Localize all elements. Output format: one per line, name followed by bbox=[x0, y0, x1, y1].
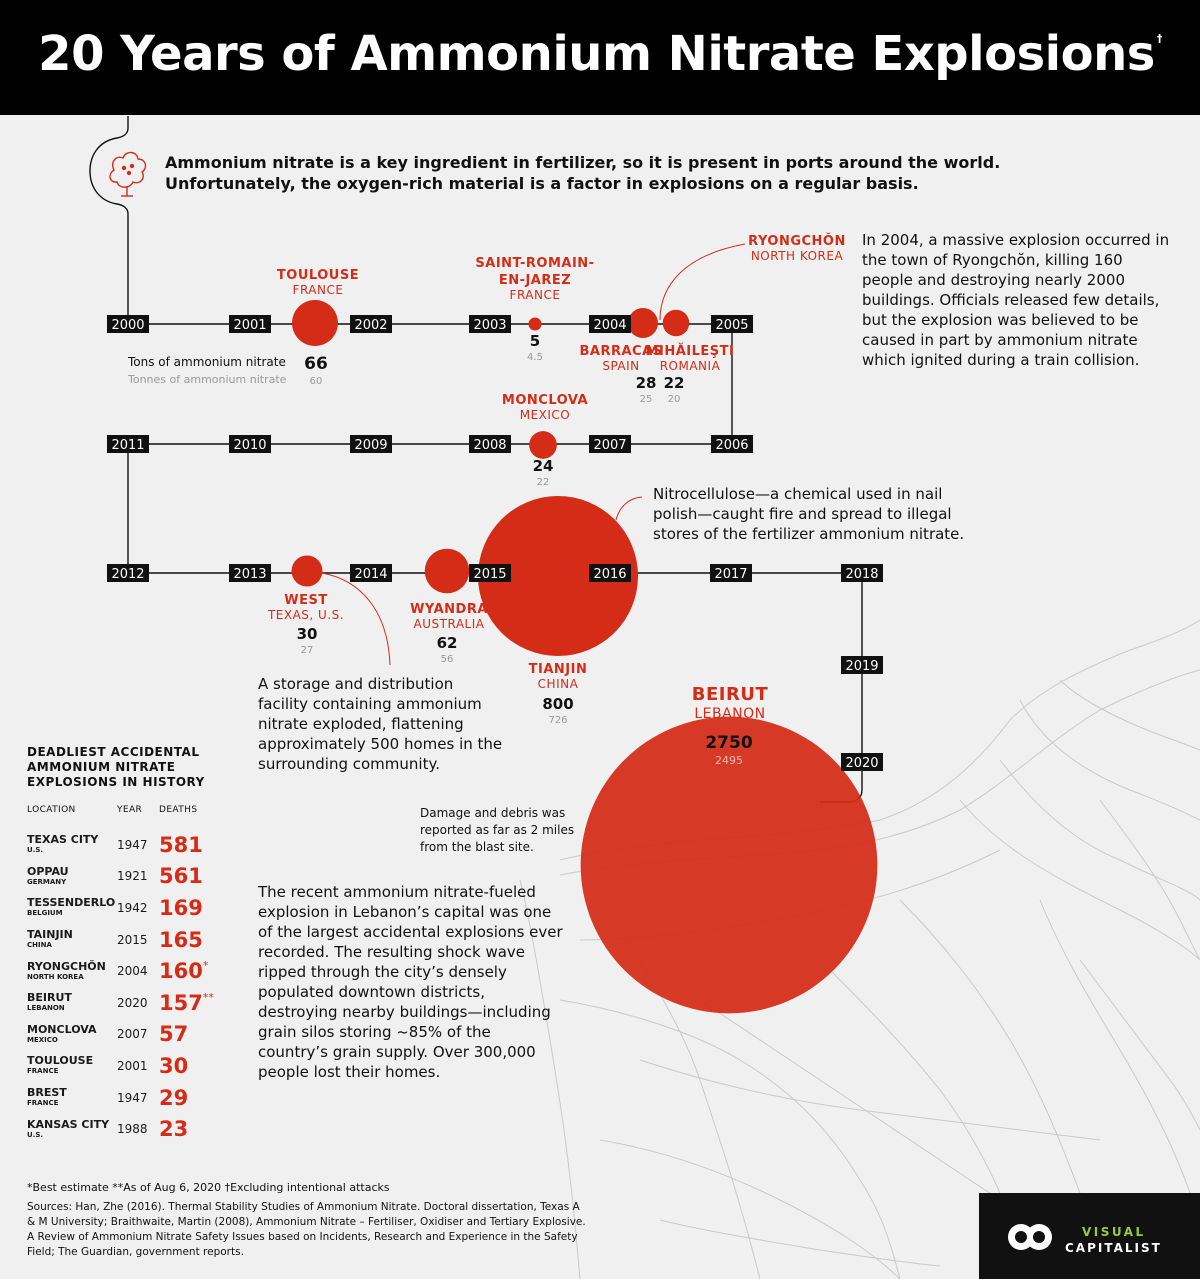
row-deaths: 57 bbox=[159, 1022, 189, 1047]
city-label-barracas: BARRACAS bbox=[579, 344, 663, 359]
country-label-west: TEXAS, U.S. bbox=[267, 608, 345, 622]
row-location: MONCLOVA bbox=[27, 1022, 97, 1036]
brand-logo-icon bbox=[1001, 1207, 1061, 1267]
table-row bbox=[27, 924, 227, 956]
bubble-mih-ile-ti bbox=[663, 310, 690, 337]
country-label-beirut: LEBANON bbox=[694, 706, 766, 722]
row-country: GERMANY bbox=[27, 877, 67, 886]
year-label-2010: 2010 bbox=[233, 438, 267, 453]
row-country: U.S. bbox=[27, 846, 44, 855]
row-footnote-mark: * bbox=[202, 959, 209, 973]
country-label-wyandra: AUSTRALIA bbox=[413, 617, 485, 631]
tonnes-value-beirut: 2495 bbox=[715, 754, 743, 767]
city-label-toulouse: TOULOUSE bbox=[276, 268, 360, 283]
table-cell-location bbox=[27, 892, 117, 924]
row-country: FRANCE bbox=[27, 1099, 59, 1108]
row-location: OPPAU bbox=[27, 864, 69, 878]
city-label-monclova: MONCLOVA bbox=[501, 393, 589, 408]
country-label-barracas: SPAIN bbox=[602, 359, 640, 373]
row-location: BREST bbox=[27, 1086, 67, 1100]
row-deaths: 169 bbox=[159, 895, 203, 920]
country-label-tianjin: CHINA bbox=[537, 677, 579, 691]
year-label-2004: 2004 bbox=[593, 318, 627, 333]
tonnes-legend-label: Tonnes of ammonium nitrate bbox=[128, 373, 287, 386]
row-year: 1988 bbox=[117, 1122, 148, 1137]
row-deaths: 30 bbox=[159, 1053, 189, 1078]
table-cell-deaths bbox=[159, 1019, 227, 1051]
table-cell-deaths bbox=[159, 1082, 227, 1114]
city-label-saint-romain-en-jarez: EN-JAREZ bbox=[498, 273, 572, 288]
table-cell-location bbox=[27, 1050, 117, 1082]
table-row bbox=[27, 1113, 227, 1145]
bubble-monclova bbox=[529, 431, 557, 459]
row-year: 2020 bbox=[117, 995, 148, 1010]
year-label-2015: 2015 bbox=[473, 567, 507, 582]
year-label-2005: 2005 bbox=[715, 318, 749, 333]
row-deaths: 29 bbox=[159, 1085, 189, 1110]
row-country: CHINA bbox=[27, 941, 52, 950]
year-label-2008: 2008 bbox=[473, 438, 507, 453]
deadliest-table-title: DEADLIEST ACCIDENTAL AMMONIUM NITRATE EXPLOSIONS IN HISTORY bbox=[27, 745, 205, 789]
beirut-note: The recent ammonium nitrate-fueled explosion in Lebanon’s capital was one of the largest accidental explosions ever recorded. The resulting shock wave ripped through the city’s densely populated downtown districts, destroying nearby buildings—including grain silos storing ~85% of the country’s grain supply. Over 300,000 people lost their homes. bbox=[258, 883, 563, 1081]
row-country: BELGIUM bbox=[27, 909, 63, 918]
year-label-2014: 2014 bbox=[354, 567, 388, 582]
row-deaths: 561 bbox=[159, 864, 203, 889]
row-location: TESSENDERLO bbox=[27, 896, 116, 910]
intro-line-1: Ammonium nitrate is a key ingredient in fertilizer, so it is present in ports around the world. bbox=[165, 153, 1001, 172]
brand-line-visual: VISUAL bbox=[1082, 1225, 1146, 1239]
table-cell-deaths bbox=[159, 1113, 227, 1145]
country-label-toulouse: FRANCE bbox=[292, 283, 344, 297]
bubble-saint-romain-en-jarez bbox=[529, 318, 542, 331]
table-cell-deaths bbox=[159, 861, 227, 893]
explosion-icon bbox=[110, 152, 145, 196]
row-country: FRANCE bbox=[27, 1067, 59, 1076]
tonnes-value-west: 27 bbox=[300, 645, 314, 656]
tonnes-value-saint-romain-en-jarez: 4.5 bbox=[527, 352, 543, 363]
row-deaths: 23 bbox=[159, 1117, 189, 1142]
tianjin-note: Nitrocellulose—a chemical used in nail polish—caught fire and spread to illegal stores of the fertilizer ammonium nitrate. bbox=[653, 485, 965, 543]
column-header-location: LOCATION bbox=[27, 805, 76, 815]
city-label-tianjin: TIANJIN bbox=[528, 662, 588, 677]
table-cell-deaths bbox=[159, 1050, 227, 1082]
ryongchon-note: In 2004, a massive explosion occurred in the town of Ryongchŏn, killing 160 people and destroying nearly 2000 buildings. Officials released few details, but the explosion was believed to be caused in part by ammonium nitrate which ignited during a train collision. bbox=[862, 231, 1170, 369]
table-row bbox=[27, 861, 227, 893]
table-row bbox=[27, 1050, 227, 1082]
bubble-wyandra bbox=[425, 549, 470, 594]
table-row bbox=[27, 955, 227, 987]
table-cell-location bbox=[27, 955, 117, 987]
tonnes-value-barracas: 25 bbox=[639, 394, 653, 405]
table-cell-location bbox=[27, 861, 117, 893]
row-year: 2015 bbox=[117, 932, 148, 947]
country-label-saint-romain-en-jarez: FRANCE bbox=[509, 288, 561, 302]
tianjin-leader bbox=[616, 497, 642, 520]
table-row bbox=[27, 829, 227, 861]
table-row bbox=[27, 987, 227, 1019]
bubble-west bbox=[292, 556, 323, 587]
tonnes-value-monclova: 22 bbox=[536, 477, 550, 488]
city-label-ryongch-n: RYONGCHŎN bbox=[748, 234, 846, 249]
row-location: KANSAS CITY bbox=[27, 1117, 110, 1131]
deadliest-table bbox=[27, 805, 227, 1145]
row-year: 1947 bbox=[117, 837, 148, 852]
footnote: *Best estimate **As of Aug 6, 2020 †Excluding intentional attacks bbox=[27, 1181, 390, 1194]
row-country: MEXICO bbox=[27, 1035, 58, 1044]
tons-value-beirut: 2750 bbox=[705, 733, 753, 753]
column-header-deaths: DEATHS bbox=[159, 805, 198, 815]
tons-value-mih-ile-ti: 22 bbox=[663, 374, 685, 392]
country-label-monclova: MEXICO bbox=[519, 408, 571, 422]
year-label-2001: 2001 bbox=[233, 318, 267, 333]
beirut-damage-note: Damage and debris was reported as far as 2 miles from the blast site. bbox=[420, 806, 575, 854]
row-location: BEIRUT bbox=[27, 991, 72, 1005]
tonnes-value-mih-ile-ti: 20 bbox=[667, 394, 681, 405]
bubble-toulouse bbox=[292, 300, 338, 346]
bubble-barracas bbox=[628, 308, 658, 338]
city-label-saint-romain-en-jarez: SAINT-ROMAIN- bbox=[475, 256, 595, 271]
year-label-2003: 2003 bbox=[473, 318, 507, 333]
intro-line-2: Unfortunately, the oxygen-rich material is a factor in explosions on a regular basis. bbox=[165, 174, 919, 193]
table-cell-location bbox=[27, 924, 117, 956]
year-label-2018: 2018 bbox=[845, 567, 879, 582]
row-year: 2007 bbox=[117, 1027, 148, 1042]
table-cell-deaths bbox=[159, 987, 227, 1019]
tons-value-tianjin: 800 bbox=[542, 695, 574, 713]
intro-text bbox=[165, 152, 1065, 194]
year-label-2012: 2012 bbox=[111, 567, 145, 582]
west-note: A storage and distribution facility containing ammonium nitrate exploded, flattening approximately 500 homes in the surrounding community. bbox=[258, 675, 503, 773]
year-label-2011: 2011 bbox=[111, 438, 145, 453]
year-label-2013: 2013 bbox=[233, 567, 267, 582]
year-label-2009: 2009 bbox=[354, 438, 388, 453]
year-label-2006: 2006 bbox=[715, 438, 749, 453]
tons-value-saint-romain-en-jarez: 5 bbox=[529, 332, 541, 350]
row-year: 2001 bbox=[117, 1058, 148, 1073]
table-cell-location bbox=[27, 829, 117, 861]
table-row bbox=[27, 1082, 227, 1114]
tons-value-monclova: 24 bbox=[532, 457, 554, 475]
column-header-year: YEAR bbox=[117, 805, 143, 815]
sources-text: Sources: Han, Zhe (2016). Thermal Stability Studies of Ammonium Nitrate. Doctoral dissertation, Texas A & M University; Braithwaite, Martin (2008), Ammonium Nitrate – Fertiliser, Oxidiser and Tertiary Explosive. A Review of Ammonium Nitrate Safety Issues based on Incidents, Research and Experience in the Safety Field; The Guardian, government reports. bbox=[27, 1201, 586, 1258]
table-cell-location bbox=[27, 1082, 117, 1114]
tonnes-value-toulouse: 60 bbox=[309, 376, 323, 387]
title-footnote-mark: † bbox=[1156, 32, 1162, 45]
tonnes-value-wyandra: 56 bbox=[440, 654, 454, 665]
row-deaths: 160 bbox=[159, 959, 203, 984]
table-row bbox=[27, 892, 227, 924]
row-country: NORTH KOREA bbox=[27, 972, 84, 981]
page-title: 20 Years of Ammonium Nitrate Explosions † bbox=[38, 26, 1162, 82]
table-cell-deaths bbox=[159, 955, 227, 987]
row-deaths: 157 bbox=[159, 990, 203, 1015]
table-cell-deaths bbox=[159, 892, 227, 924]
city-label-mih-ile-ti: MIHĂILEŞTI bbox=[645, 344, 735, 359]
tons-legend-label: Tons of ammonium nitrate bbox=[128, 355, 286, 369]
tonnes-value-tianjin: 726 bbox=[548, 715, 568, 726]
city-label-west: WEST bbox=[284, 593, 328, 608]
tons-value-west: 30 bbox=[296, 625, 318, 643]
year-label-2017: 2017 bbox=[714, 567, 748, 582]
row-country: U.S. bbox=[27, 1130, 44, 1139]
brand-line-capitalist: CAPITALIST bbox=[1065, 1241, 1162, 1255]
row-year: 1947 bbox=[117, 1090, 148, 1105]
ryongchon-leader bbox=[660, 244, 745, 320]
tons-value-toulouse: 66 bbox=[304, 354, 328, 374]
year-label-2019: 2019 bbox=[845, 659, 879, 674]
row-year: 1921 bbox=[117, 869, 148, 884]
row-year: 1942 bbox=[117, 900, 148, 915]
country-label-mih-ile-ti: ROMANIA bbox=[659, 359, 721, 373]
row-location: TEXAS CITY bbox=[27, 833, 99, 847]
table-cell-location bbox=[27, 1019, 117, 1051]
year-label-2002: 2002 bbox=[354, 318, 388, 333]
year-label-2007: 2007 bbox=[593, 438, 627, 453]
city-label-wyandra: WYANDRA bbox=[410, 602, 488, 617]
table-cell-location bbox=[27, 1113, 117, 1145]
city-label-beirut: BEIRUT bbox=[691, 684, 769, 705]
table-row bbox=[27, 1019, 227, 1051]
table-cell-deaths bbox=[159, 829, 227, 861]
year-label-2000: 2000 bbox=[111, 318, 145, 333]
row-country: LEBANON bbox=[27, 1004, 65, 1013]
year-label-2016: 2016 bbox=[593, 567, 627, 582]
country-label-ryongch-n: NORTH KOREA bbox=[750, 249, 844, 263]
row-deaths: 165 bbox=[159, 927, 203, 952]
row-location: RYONGCHŎN bbox=[27, 959, 106, 973]
table-cell-location bbox=[27, 987, 117, 1019]
row-year: 2004 bbox=[117, 964, 148, 979]
tons-value-wyandra: 62 bbox=[436, 634, 458, 652]
tons-value-barracas: 28 bbox=[635, 374, 657, 392]
year-label-2020: 2020 bbox=[845, 756, 879, 771]
row-footnote-mark: ** bbox=[202, 990, 214, 1004]
row-location: TAINJIN bbox=[27, 928, 73, 942]
table-cell-deaths bbox=[159, 924, 227, 956]
row-deaths: 581 bbox=[159, 832, 203, 857]
row-location: TOULOUSE bbox=[27, 1054, 94, 1068]
